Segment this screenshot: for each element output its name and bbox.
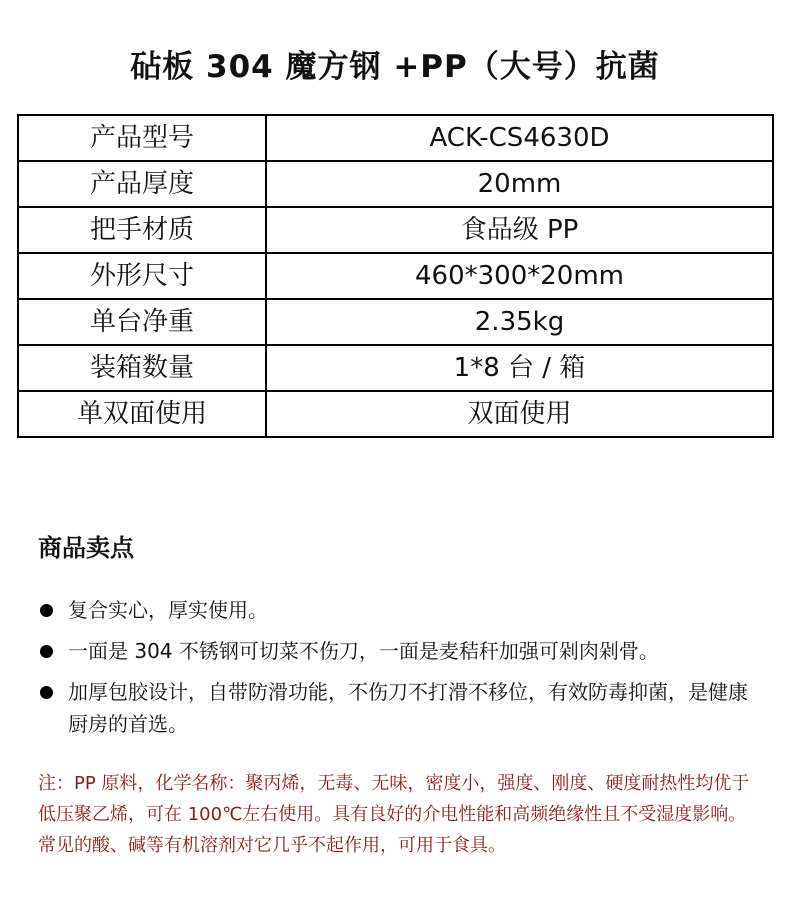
spec-value: 食品级 PP [266, 207, 773, 253]
spec-label: 产品型号 [18, 115, 266, 161]
spec-value: 20mm [266, 161, 773, 207]
table-row [18, 253, 773, 299]
table-row [18, 345, 773, 391]
spec-label: 单台净重 [18, 299, 266, 345]
bullet-icon [40, 645, 53, 658]
spec-label: 产品厚度 [18, 161, 266, 207]
spec-label: 把手材质 [18, 207, 266, 253]
bullet-icon [40, 604, 53, 617]
list-item-text: 一面是 304 不锈钢可切菜不伤刀，一面是麦秸秆加强可剁肉剁骨。 [68, 639, 659, 663]
spec-value: 460*300*20mm [266, 253, 773, 299]
page-title: 砧板 304 魔方钢 +PP（大号）抗菌 [130, 49, 660, 85]
bullet-icon [40, 686, 53, 699]
selling-points-list [38, 594, 758, 749]
material-note: 注：PP 原料，化学名称：聚丙烯，无毒、无味，密度小，强度、刚度、硬度耐热性均优于低压聚乙烯，可在 100℃左右使用。具有良好的介电性能和高频绝缘性且不受湿度影响。常见的酸、碱等有机溶剂对它几乎不起作用，可用于食具。 [38, 773, 750, 856]
table-row [18, 161, 773, 207]
spec-value: 双面使用 [266, 391, 773, 437]
spec-value: 1*8 台 / 箱 [266, 345, 773, 391]
table-row [18, 115, 773, 161]
spec-value: 2.35kg [266, 299, 773, 345]
list-item-text: 加厚包胶设计，自带防滑功能，不伤刀不打滑不移位，有效防毒抑菌，是健康厨房的首选。 [68, 680, 748, 736]
spec-value: ACK-CS4630D [266, 115, 773, 161]
table-row [18, 207, 773, 253]
list-item [38, 594, 758, 626]
spec-table [17, 114, 774, 438]
table-row [18, 391, 773, 437]
spec-label: 单双面使用 [18, 391, 266, 437]
list-item [38, 676, 758, 740]
table-row [18, 299, 773, 345]
list-item [38, 635, 758, 667]
spec-label: 装箱数量 [18, 345, 266, 391]
spec-label: 外形尺寸 [18, 253, 266, 299]
section-heading: 商品卖点 [38, 534, 134, 562]
list-item-text: 复合实心，厚实使用。 [68, 598, 268, 622]
